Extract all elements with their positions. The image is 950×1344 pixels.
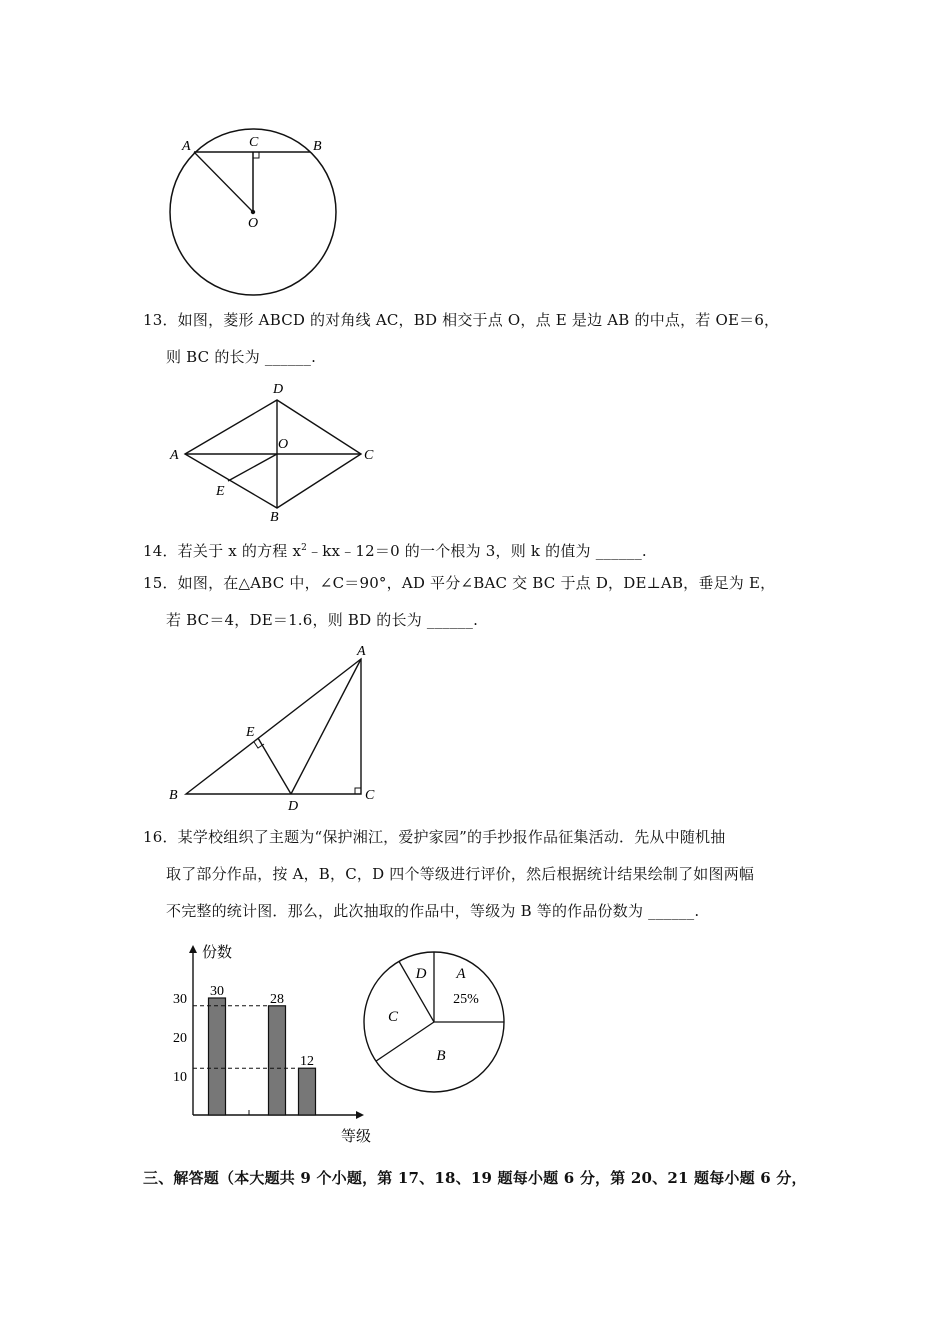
pie-slice-boundary — [376, 1022, 434, 1061]
pie-label-d: D — [415, 966, 427, 982]
bar-d — [299, 1068, 316, 1115]
triangle-abc — [186, 659, 361, 794]
q16-line1: 16．某学校组织了主题为“保护湘江，爱护家园”的手抄报作品征集活动．先从中随机抽 — [143, 828, 726, 846]
pie-chart — [360, 945, 520, 1105]
y-tick-label: 10 — [173, 1070, 187, 1085]
y-tick-label: 30 — [173, 992, 187, 1007]
label-b: B — [313, 139, 322, 154]
y-axis-arrow — [189, 945, 197, 953]
q14-text-post: ﹣kx﹣12＝0 的一个根为 3，则 k 的值为 ______. — [307, 542, 647, 560]
label-c: C — [249, 135, 259, 150]
right-angle-mark-c — [355, 788, 361, 794]
x-axis-label: 等级 — [341, 1129, 372, 1145]
bar-data-label: 28 — [270, 991, 284, 1007]
bar-c — [269, 1006, 286, 1115]
label-b: B — [270, 510, 279, 525]
triangle-figure — [160, 640, 390, 815]
pie-label-b: B — [436, 1048, 446, 1064]
q15-line1: 15．如图，在△ABC 中，∠C＝90°，AD 平分∠BAC 交 BC 于点 D，DE⊥AB，垂足为 E， — [143, 574, 776, 592]
right-angle-mark-e — [254, 742, 264, 748]
y-axis-label: 份数 — [202, 945, 233, 961]
label-d: D — [288, 799, 299, 814]
segment-oa — [194, 152, 253, 212]
q16-line3: 不完整的统计图．那么，此次抽取的作品中，等级为 B 等的作品份数为 ______. — [166, 902, 700, 920]
label-o: O — [248, 216, 259, 231]
q14-exponent: 2 — [301, 543, 308, 553]
segment-de — [258, 738, 291, 794]
label-e: E — [216, 484, 225, 499]
label-a: A — [170, 448, 179, 463]
q13-line1: 13．如图，菱形 ABCD 的对角线 AC，BD 相交于点 O，点 E 是边 AB 的中点，若 OE＝6， — [143, 311, 780, 329]
label-o: O — [278, 437, 289, 452]
label-e: E — [246, 725, 255, 740]
y-tick-label: 20 — [173, 1031, 187, 1046]
label-c: C — [364, 448, 374, 463]
label-d: D — [273, 382, 284, 397]
bar-data-label: 12 — [300, 1054, 314, 1070]
circle-figure — [150, 120, 360, 300]
label-a: A — [182, 139, 191, 154]
right-angle-mark — [253, 152, 259, 158]
label-c: C — [365, 788, 375, 803]
rhombus-figure — [160, 375, 390, 525]
q16-line2: 取了部分作品，按 A，B，C，D 四个等级进行评价，然后根据统计结果绘制了如图两幅 — [166, 865, 755, 883]
pie-annotation-a-percent: 25% — [453, 992, 479, 1007]
q15-line2: 若 BC＝4，DE＝1.6，则 BD 的长为 ______. — [166, 611, 479, 629]
label-b: B — [169, 788, 178, 803]
segment-oe — [228, 454, 277, 481]
bar-a — [209, 998, 226, 1115]
q13-line2: 则 BC 的长为 ______. — [166, 348, 317, 366]
bar-data-label: 30 — [210, 984, 224, 999]
q14-line — [143, 538, 647, 561]
center-point — [251, 210, 255, 214]
segment-ad — [291, 659, 361, 794]
x-axis-arrow — [356, 1111, 364, 1119]
pie-label-a: A — [456, 966, 466, 982]
q14-text-pre: 14．若关于 x 的方程 x — [143, 542, 302, 560]
label-a: A — [357, 644, 366, 659]
section-3-heading: 三、解答题（本大题共 9 个小题，第 17、18、19 题每小题 6 分，第 20、21 题每小题 6 分， — [143, 1169, 807, 1187]
bar-chart — [160, 935, 390, 1150]
pie-label-c: C — [387, 1009, 399, 1025]
